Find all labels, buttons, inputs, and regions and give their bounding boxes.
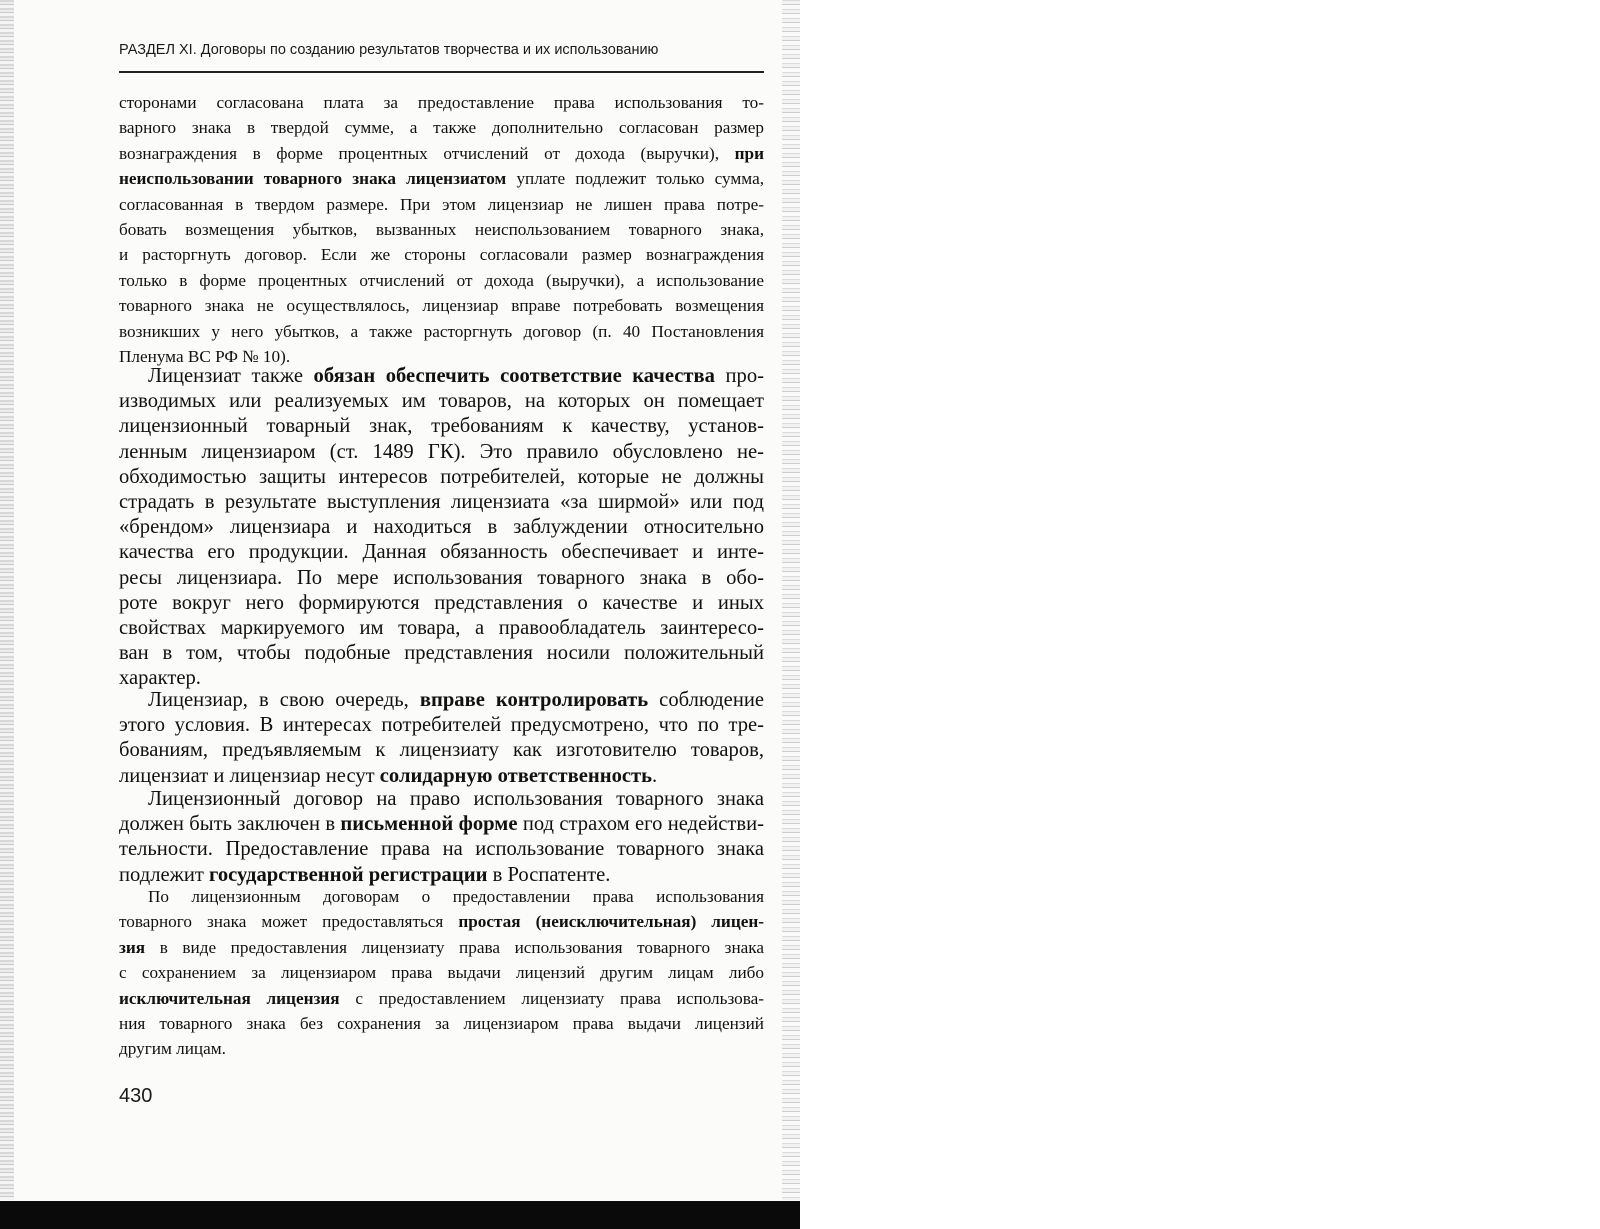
text-line: сторонами согласована плата за предоставление права использования то- [119,93,764,112]
text-line: Лицензионный договор на право использования товарного знака [148,788,764,810]
text-line: ленным лицензиаром (ст. 1489 ГК). Это правило обусловлено не- [119,440,764,463]
text-run: лицензиат и лицензиар несут [119,764,380,787]
text-line [119,986,764,1011]
text-line [119,364,764,389]
text-run: соблюдение [648,689,764,711]
text-line: роте вокруг него формируются представления о качестве и иных [119,591,764,614]
text-line [119,688,764,713]
paragraph-1 [119,90,764,369]
scan-edge-left [0,0,14,1200]
text-run: с предоставлением лицензиату права использова- [339,988,764,1008]
text-line: другим лицам. [119,1039,226,1059]
text-line: изводимых или реализуемых им товаров, на которых он помещает [119,390,764,413]
text-line [119,935,764,960]
bold-run: обязан обеспечить соответствие качества [313,365,715,387]
text-line: характер. [119,667,201,690]
text-line: обходимостью защиты интересов потребителей, которые не должны [119,465,764,488]
text-line [119,812,764,837]
bold-run: неиспользовании товарного знака лицензиатом [119,169,507,189]
text-run: подлежит [119,863,210,886]
text-run: уплате подлежит только сумма, [506,169,764,189]
text-run: . [652,764,658,787]
text-run: товарного знака может предоставляться [119,912,459,932]
text-line: ресы лицензиара. По мере использования товарного знака в обо- [119,566,764,589]
text-line [119,166,764,191]
text-line: с сохранением за лицензиаром права выдачи лицензий другим лицам либо [119,963,764,983]
text-run: в Роспатенте. [487,863,611,886]
text-line [119,764,764,789]
text-line: этого условия. В интересах потребителей предусмотрено, что по тре- [119,714,764,737]
paragraph-5 [119,884,764,1062]
text-line: варного знака в твердой сумме, а также дополнительно согласован размер [119,118,764,138]
text-line: страдать в результате выступления лицензиата «за ширмой» или под [119,491,764,514]
text-line: только в форме процентных отчислений от дохода (выручки), а использование [119,270,764,290]
paragraph-2 [119,364,764,692]
scan-bottom-border [0,1201,800,1229]
text-run: про- [714,365,764,387]
text-line: возникших у него убытков, а также расторгнуть договор (п. 40 Постановления [119,321,764,341]
text-line: бовать возмещения убытков, вызванных неиспользованием товарного знака, [119,220,764,240]
running-head-rule [119,71,764,73]
running-head: РАЗДЕЛ XI. Договоры по созданию результатов творчества и их использованию [119,42,659,58]
bold-run: исключительная лицензия [119,988,340,1008]
text-line: По лицензионным договорам о предоставлении права использования [148,887,764,906]
text-run: под страхом его недействи- [517,813,765,836]
paragraph-4 [119,787,764,888]
text-run: должен быть заключен в [119,813,341,836]
text-run: в виде предоставления лицензиату права использования товарного знака [145,937,764,957]
bold-run: при [734,143,764,163]
page-number: 430 [119,1085,153,1107]
text-line: «брендом» лицензиара и находиться в заблуждении относительно [119,516,764,539]
text-line: ван в том, чтобы подобные представления носили положительный [119,642,764,665]
text-line: свойствах маркируемого им товара, а правообладатель заинтересо- [119,617,764,640]
bold-run: государственной регистрации [209,863,488,886]
bold-run: простая (неисключительная) лицен- [458,912,764,932]
text-run: Лицензиат также [148,365,314,387]
text-run: вознаграждения в форме процентных отчислений от дохода (выручки), [119,143,735,163]
text-line: лицензионный товарный знак, требованиям к качеству, установ- [119,415,764,438]
text-line: качества его продукции. Данная обязанность обеспечивает и инте- [119,541,764,564]
scan-edge-right [782,0,800,1200]
text-line: бованиям, предъявляемым к лицензиату как изготовителю товаров, [119,739,764,762]
bold-run: вправе контролировать [419,689,649,711]
text-line [119,141,764,166]
bold-run: зия [119,937,146,957]
text-run: Лицензиар, в свою очередь, [148,689,420,711]
text-line: ния товарного знака без сохранения за лицензиаром права выдачи лицензий [119,1014,764,1034]
text-line: товарного знака не осуществлялось, лицензиар вправе потребовать возмещения [119,296,764,316]
text-line: Пленума ВС РФ № 10). [119,347,291,367]
bold-run: солидарную ответственность [379,764,653,787]
text-line: согласованная в твердом размере. При этом лицензиар не лишен права потре- [119,194,764,214]
text-line [119,909,764,934]
bold-run: письменной форме [340,813,518,836]
text-line: и расторгнуть договор. Если же стороны согласовали размер вознаграждения [119,245,764,265]
text-line: тельности. Предоставление права на использование товарного знака [119,838,764,861]
paragraph-3 [119,688,764,789]
